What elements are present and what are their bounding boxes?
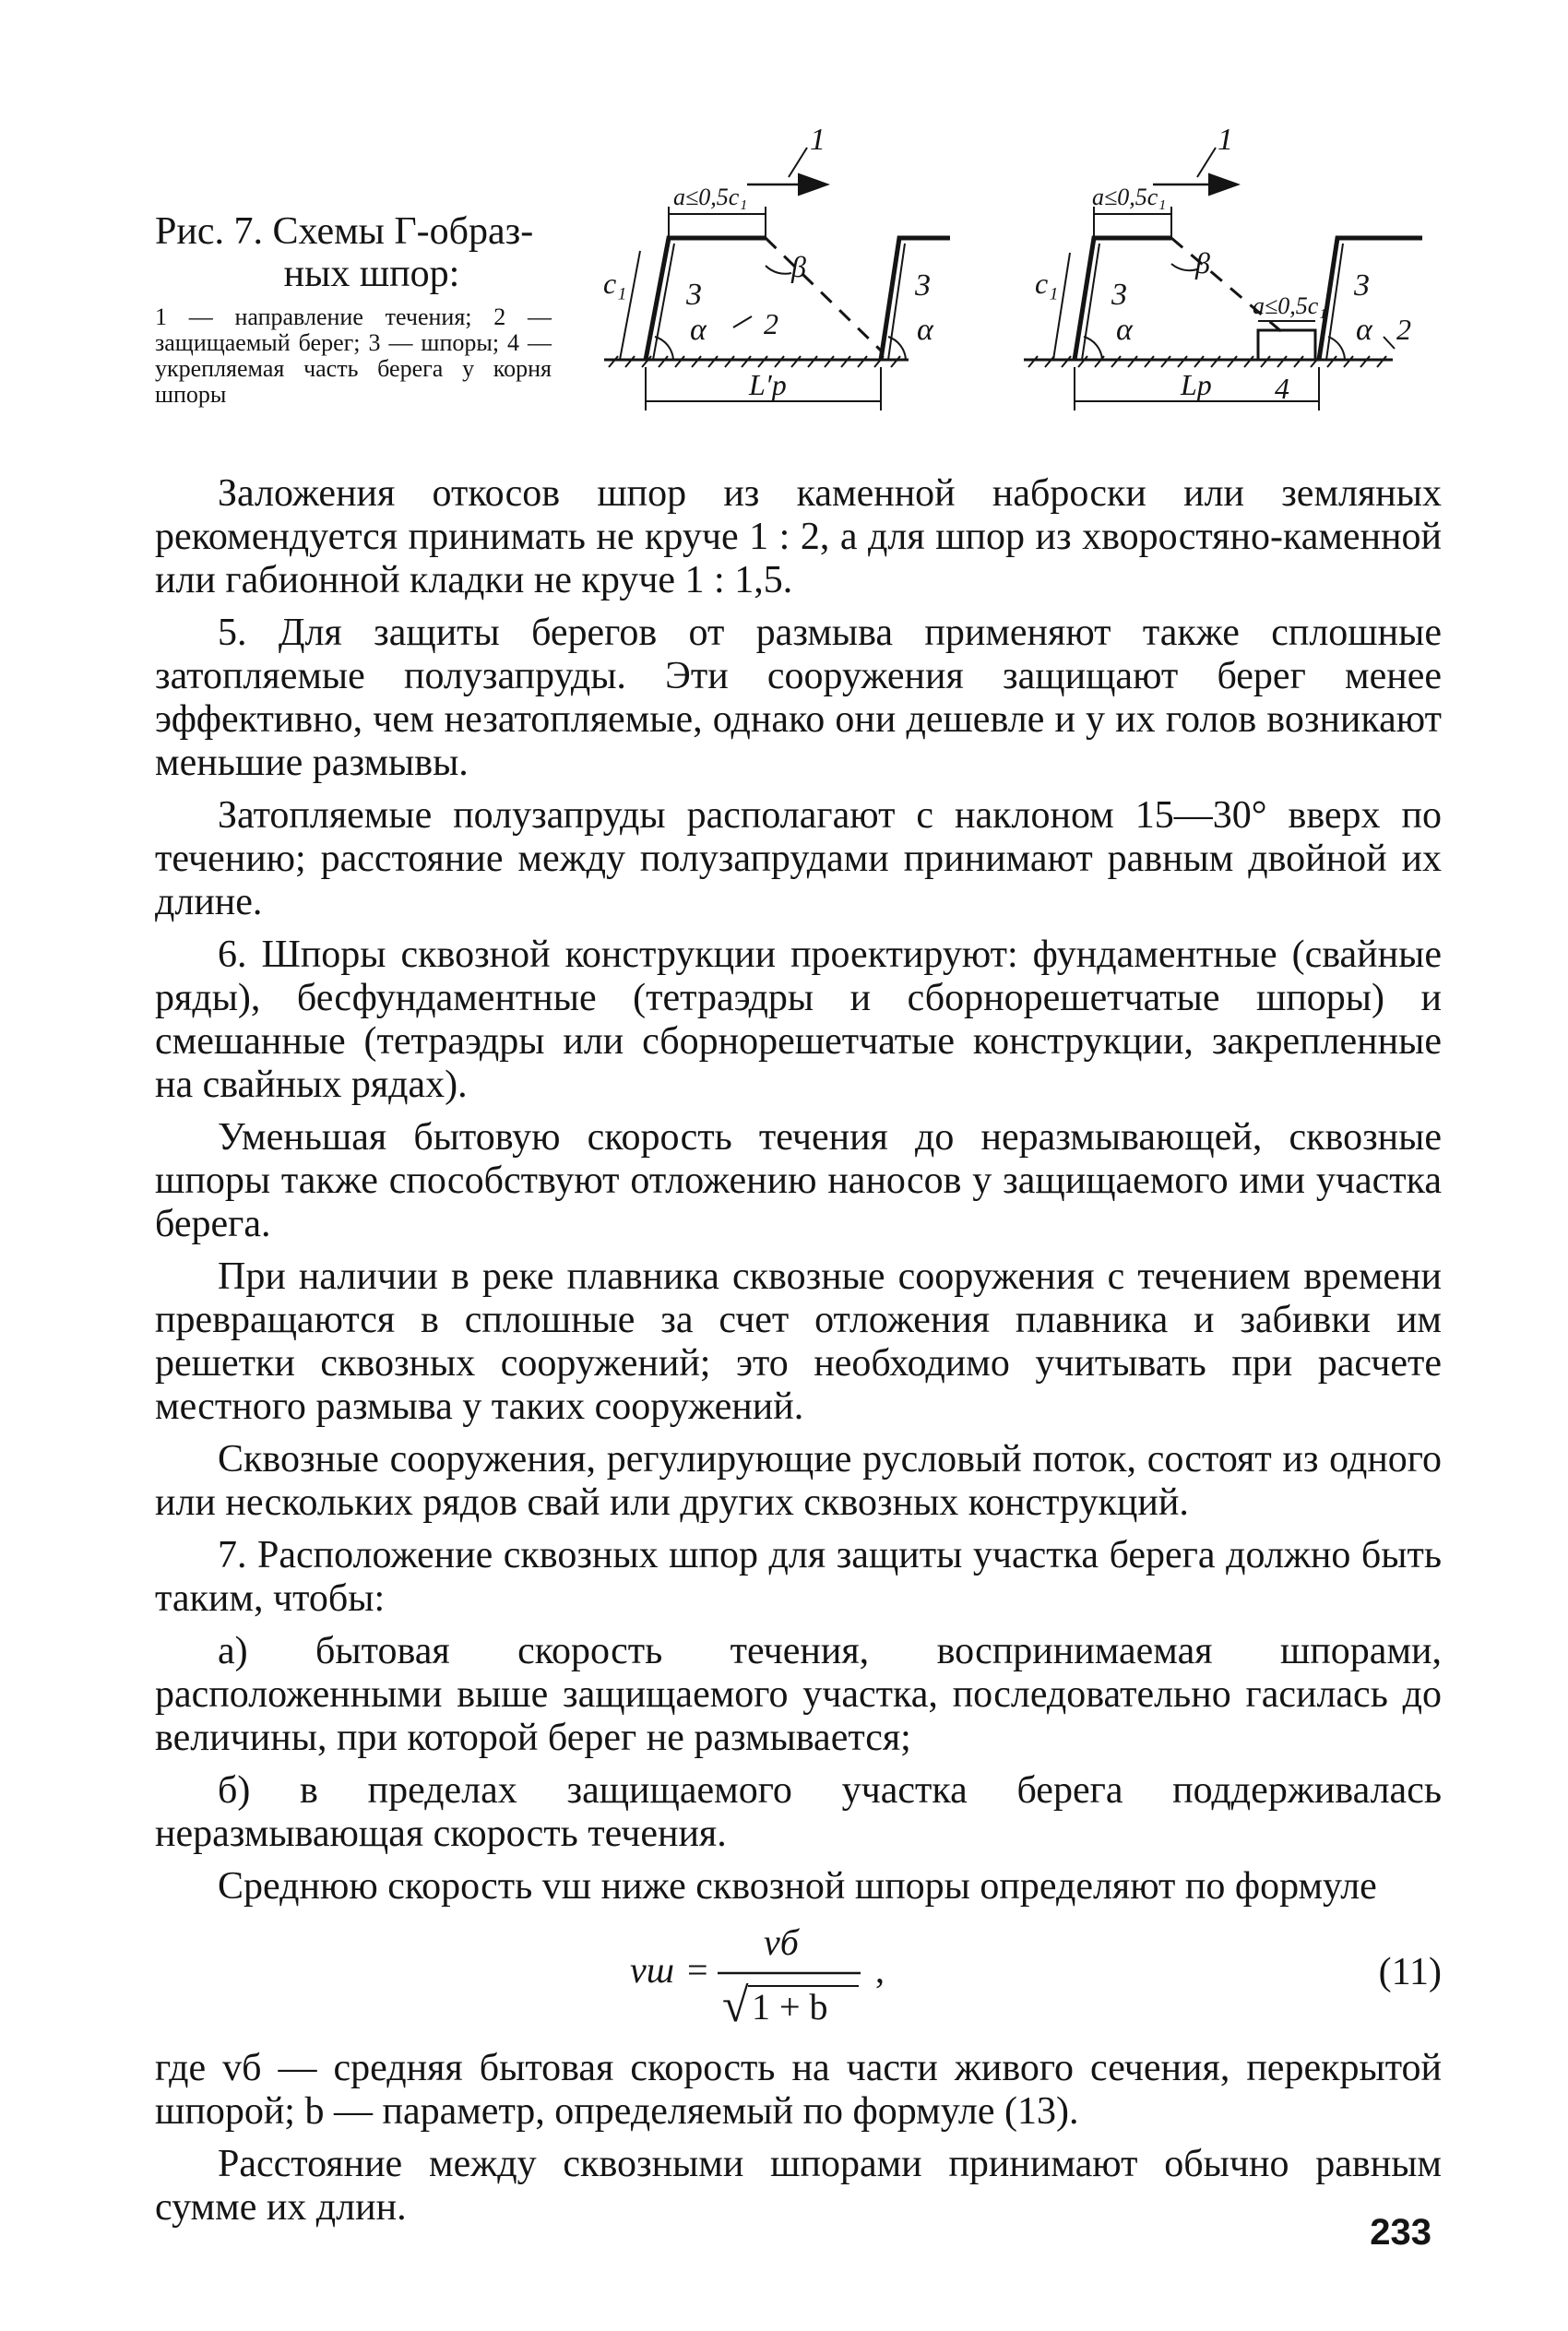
paragraph-slopes: Заложения откосов шпор из каменной наброски или земляных рекомендуется принимать не круче 1 : 2, а для шпор из хворостяно-каменной или габионной кладки не круче 1 : 1,5.	[155, 472, 1442, 601]
formula-11	[155, 1918, 1442, 2038]
label-c1-right: c₁	[1035, 267, 1059, 300]
label-a-right: a≤0,5c₁	[1092, 184, 1167, 210]
label-spur-right-b: 3	[1354, 268, 1370, 303]
formula-trail: ,	[875, 1949, 885, 1991]
formula-numerator: vб	[764, 1921, 799, 1963]
paragraph-mean-velocity: Среднюю скорость vш ниже сквозной шпоры определяют по формуле	[218, 1865, 1377, 1908]
label-beta-left: β	[791, 250, 806, 283]
paragraph-flooded-dams: Затопляемые полузапруды располагают с наклоном 15—30° вверх по течению; расстояние между полузапрудами принимают равным двойной их длине.	[155, 794, 1442, 923]
label-reinforced: 4	[1275, 372, 1289, 405]
body-text	[155, 472, 1442, 2239]
paragraph-where: где vб — средняя бытовая скорость на части живого сечения, перекрытой шпорой; b — параметр, определяемый по формуле (13).	[155, 2047, 1442, 2133]
paragraph-driftwood: При наличии в реке плавника сквозные сооружения с течением времени превращаются в сплошные за счет отложения плавника и забивки им решетки сквозных сооружений; это необходимо учитывать при расчете местного размыва у таких сооружений.	[155, 1255, 1442, 1428]
formula-denominator: 1 + b	[752, 1986, 828, 2028]
caption-legend: 1 — направление течения; 2 — защищаемый берег; 3 — шпоры; 4 — укрепляемая часть берега у корня шпоры	[155, 303, 552, 408]
label-bank-left: 2	[764, 307, 778, 340]
label-c1-left: c₁	[603, 267, 627, 300]
formula-lhs: vш	[630, 1949, 674, 1991]
spur-diagrams	[581, 129, 1430, 434]
formula-eq: =	[687, 1949, 708, 1991]
label-lp: Lр	[1181, 368, 1212, 401]
label-flow-left: 1	[810, 129, 826, 157]
paragraph-through-structures: Сквозные сооружения, регулирующие русловый поток, состоят из одного или нескольких рядов свай или других сквозных конструкций.	[155, 1438, 1442, 1524]
spur-diagrams-svg	[581, 129, 1430, 434]
label-alpha-left-a: α	[690, 313, 707, 347]
page-number: 233	[1370, 2212, 1431, 2253]
caption-title: Рис. 7. Схемы Г-образ-	[155, 210, 534, 253]
label-spur-right-a: 3	[1111, 278, 1127, 312]
label-beta-right: β	[1195, 246, 1210, 279]
label-alpha-right-b: α	[1356, 313, 1372, 347]
paragraph-condition-a: а) бытовая скорость течения, воспринимаемая шпорами, расположенными выше защищаемого участка, последовательно гасилась до величины, при которой берег не размывается;	[155, 1630, 1442, 1759]
formula-svg	[630, 1918, 1110, 2038]
paragraph-condition-b: б) в пределах защищаемого участка берега поддерживалась неразмывающая скорость течения.	[155, 1769, 1442, 1855]
paragraph-item-7: 7. Расположение сквозных шпор для защиты участка берега должно быть таким, чтобы:	[155, 1534, 1442, 1620]
label-alpha-left-b: α	[917, 313, 933, 347]
label-spur-left-a: 3	[686, 278, 702, 312]
label-a-right-block: a≤0,5c₁	[1253, 292, 1327, 319]
formula-radical: √	[722, 1980, 749, 2032]
label-a-left: a≤0,5c₁	[673, 184, 748, 210]
label-bank-right: 2	[1396, 313, 1411, 346]
label-flow-right: 1	[1218, 129, 1233, 157]
label-alpha-right-a: α	[1116, 313, 1133, 347]
formula-number: (11)	[1378, 1951, 1442, 1993]
label-lp-prime: L′р	[749, 368, 787, 401]
figure-caption	[155, 210, 552, 408]
paragraph-item-6: 6. Шпоры сквозной конструкции проектируют: фундаментные (свайные ряды), бесфундаментные (тетраэдры и сборнорешетчатые шпоры) и смешанные (тетраэдры или сборнорешетчатые конструкции, закрепленные на свайных рядах).	[155, 934, 1442, 1106]
paragraph-reducing-speed: Уменьшая бытовую скорость течения до неразмывающей, сквозные шпоры также способствуют отложению наносов у защищаемого ими участка берега.	[155, 1116, 1442, 1245]
paragraph-spacing: Расстояние между сквозными шпорами принимают обычно равным сумме их длин.	[155, 2143, 1442, 2229]
paragraph-item-5: 5. Для защиты берегов от размыва применяют также сплошные затопляемые полузапруды. Эти сооружения защищают берег менее эффективно, чем незатопляемые, однако они дешевле и у их голов возникают меньшие размывы.	[155, 612, 1442, 784]
label-spur-left-b: 3	[915, 268, 931, 303]
caption-title-continuation: ных шпор:	[283, 253, 460, 295]
